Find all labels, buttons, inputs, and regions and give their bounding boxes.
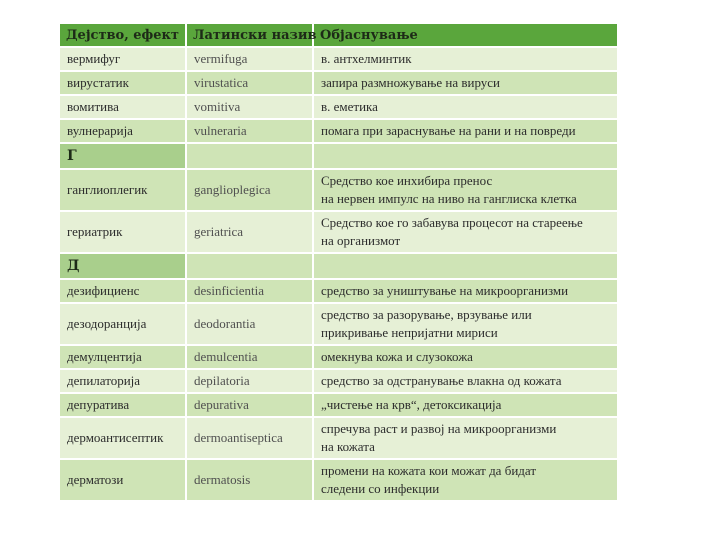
explanation-text: „чистење на крв“, детоксикација: [321, 397, 502, 412]
explanation-text: омекнува кожа и слузокожа: [321, 349, 473, 364]
header-effect: Дејство, ефект: [60, 24, 185, 46]
latin-cell: vulneraria: [187, 120, 312, 142]
term-cell: вулнерарија: [60, 120, 185, 142]
header-row: [60, 24, 617, 46]
section-empty-cell: [314, 144, 617, 168]
explanation-line-1: Средство кое инхибира пренос: [321, 173, 493, 188]
explanation-cell: [314, 170, 617, 210]
term-cell: дезодоранција: [60, 304, 185, 344]
term-cell: депуратива: [60, 394, 185, 416]
term-cell: дермоантисептик: [60, 418, 185, 458]
table-row: [60, 72, 617, 94]
latin-cell: ganglioplegica: [187, 170, 312, 210]
explanation-cell: [314, 120, 617, 142]
section-empty-cell: [187, 144, 312, 168]
explanation-cell: [314, 48, 617, 70]
explanation-line-1: промени на кожата кои можат да бидат: [321, 463, 537, 478]
latin-cell: dermoantiseptica: [187, 418, 312, 458]
term-cell: дерматози: [60, 460, 185, 500]
explanation-line-2: на нервен импулс на ниво на ганглиска клетка: [321, 191, 577, 206]
latin-cell: depurativa: [187, 394, 312, 416]
explanation-cell: [314, 460, 617, 500]
explanation-cell: [314, 280, 617, 302]
terminology-table: [58, 22, 619, 502]
table-row: [60, 170, 617, 210]
table-row: [60, 394, 617, 416]
latin-cell: dermatosis: [187, 460, 312, 500]
section-row-g: [60, 144, 617, 168]
table-row: [60, 346, 617, 368]
explanation-text: средство за одстранување влакна од кожата: [321, 373, 562, 388]
explanation-text: в. еметика: [321, 99, 378, 114]
term-cell: демулцентија: [60, 346, 185, 368]
term-cell: дезифициенс: [60, 280, 185, 302]
explanation-line-1: Средство кое го забавува процесот на стареење: [321, 215, 583, 230]
section-empty-cell: [187, 254, 312, 278]
explanation-cell: [314, 370, 617, 392]
explanation-cell: [314, 212, 617, 252]
explanation-cell: [314, 418, 617, 458]
latin-cell: desinficientia: [187, 280, 312, 302]
explanation-line-2: на кожата: [321, 439, 375, 454]
section-letter: Д: [60, 254, 185, 278]
latin-cell: deodorantia: [187, 304, 312, 344]
term-cell: вермифуг: [60, 48, 185, 70]
table-row: [60, 212, 617, 252]
latin-cell: geriatrica: [187, 212, 312, 252]
section-empty-cell: [314, 254, 617, 278]
explanation-text: в. антхелминтик: [321, 51, 412, 66]
term-cell: ганглиоплегик: [60, 170, 185, 210]
explanation-text: помага при зараснување на рани и на повреди: [321, 123, 576, 138]
latin-cell: vermifuga: [187, 48, 312, 70]
latin-cell: virustatica: [187, 72, 312, 94]
latin-cell: demulcentia: [187, 346, 312, 368]
latin-cell: depilatoria: [187, 370, 312, 392]
term-cell: вирустатик: [60, 72, 185, 94]
explanation-line-1: спречува раст и развој на микроорганизми: [321, 421, 557, 436]
section-letter: Г: [60, 144, 185, 168]
explanation-cell: [314, 304, 617, 344]
table-row: [60, 120, 617, 142]
term-cell: депилаторија: [60, 370, 185, 392]
term-cell: гериатрик: [60, 212, 185, 252]
explanation-cell: [314, 346, 617, 368]
header-explanation: Објаснување: [314, 24, 617, 46]
explanation-line-1: средство за разорување, врзување или: [321, 307, 532, 322]
table-row: [60, 280, 617, 302]
explanation-text: запира размножување на вируси: [321, 75, 501, 90]
explanation-line-2: следени со инфекции: [321, 481, 440, 496]
table-row: [60, 460, 617, 500]
term-cell: вомитива: [60, 96, 185, 118]
explanation-line-2: на организмот: [321, 233, 401, 248]
explanation-text: средство за уништување на микроорганизми: [321, 283, 569, 298]
explanation-cell: [314, 96, 617, 118]
explanation-line-2: прикривање непријатни мириси: [321, 325, 498, 340]
table-row: [60, 418, 617, 458]
latin-cell: vomitiva: [187, 96, 312, 118]
explanation-cell: [314, 72, 617, 94]
header-latin-name: Латински назив: [187, 24, 312, 46]
table-row: [60, 96, 617, 118]
table-row: [60, 370, 617, 392]
table-row: [60, 304, 617, 344]
section-row-d: [60, 254, 617, 278]
table-row: [60, 48, 617, 70]
explanation-cell: [314, 394, 617, 416]
